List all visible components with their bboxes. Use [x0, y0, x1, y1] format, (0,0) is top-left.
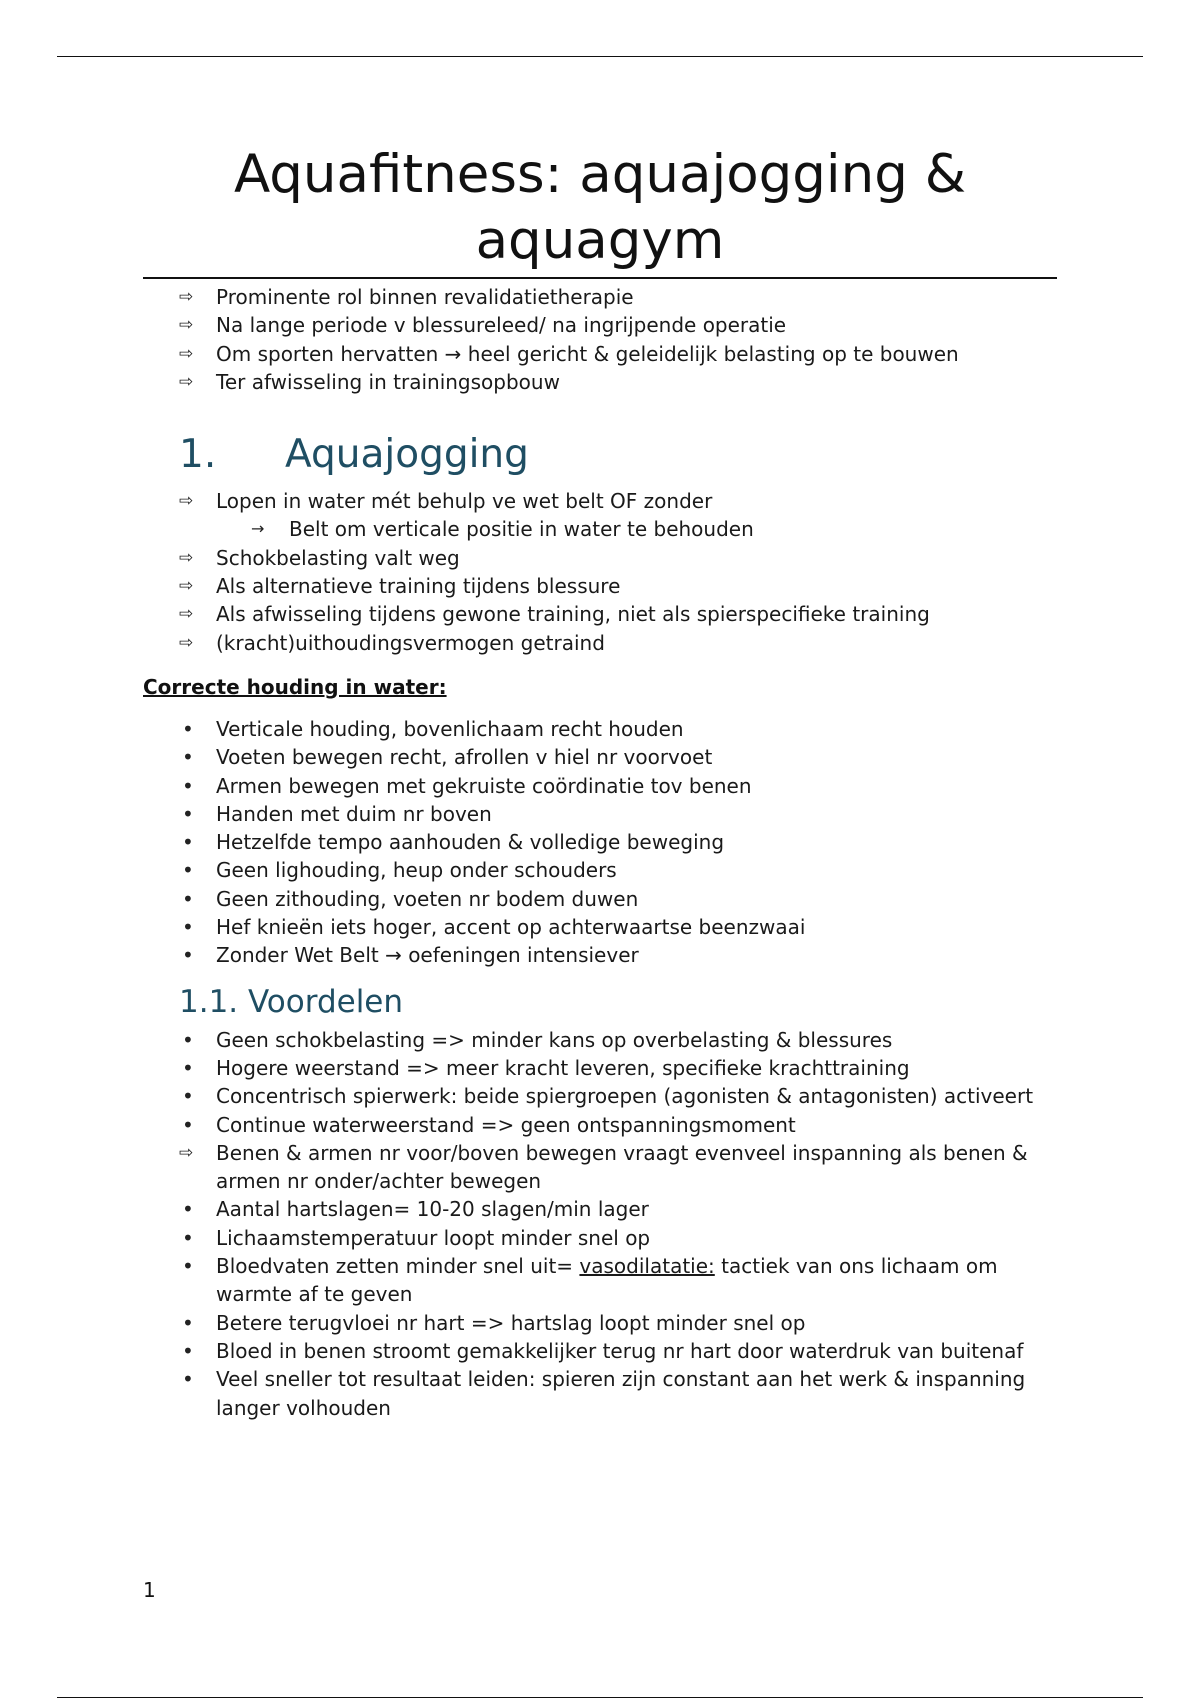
- dot-bullet-icon: •: [182, 1338, 194, 1363]
- list-item: ⇨ Om sporten hervatten → heel gericht & geleidelijk belasting op te bouwen: [143, 340, 1063, 368]
- dot-bullet-icon: •: [182, 1367, 194, 1392]
- arrow-bullet-icon: ⇨: [179, 632, 194, 653]
- dot-bullet-icon: •: [182, 1027, 194, 1052]
- section-heading-voordelen: 1.1. Voordelen: [179, 983, 404, 1020]
- section-heading-aquajogging: [143, 431, 1063, 487]
- title-line-2: aquagym: [475, 210, 725, 271]
- list-item: • Verticale houding, bovenlichaam recht houden: [143, 715, 1063, 743]
- list-item: • Geen schokbelasting => minder kans op overbelasting & blessures: [143, 1026, 1063, 1054]
- list-item: ⇨ Prominente rol binnen revalidatietherapie: [143, 283, 1063, 311]
- dot-bullet-icon: •: [182, 716, 194, 741]
- arrow-bullet-icon: ⇨: [179, 576, 194, 597]
- list-item: ⇨ Na lange periode v blessureleed/ na ingrijpende operatie: [143, 311, 1063, 339]
- aquajogging-list: [143, 487, 1063, 657]
- list-item: • Betere terugvloei nr hart => hartslag loopt minder snel op: [143, 1309, 1063, 1337]
- arrow-bullet-icon: ⇨: [179, 287, 194, 307]
- dot-bullet-icon: •: [182, 1055, 194, 1080]
- dot-bullet-icon: •: [182, 1084, 194, 1109]
- dot-bullet-icon: •: [182, 886, 194, 911]
- dot-bullet-icon: •: [182, 801, 194, 826]
- list-item: • Aantal hartslagen= 10-20 slagen/min lager: [143, 1195, 1063, 1223]
- intro-list: [143, 283, 1063, 396]
- list-item: • Veel sneller tot resultaat leiden: spieren zijn constant aan het werk & inspanning langer volhouden: [182, 1367, 1026, 1420]
- list-item: ⇨ Schokbelasting valt weg: [143, 544, 1063, 572]
- list-item: • Geen zithouding, voeten nr bodem duwen: [143, 885, 1063, 913]
- list-item: • Bloedvaten zetten minder snel uit= vasodilatatie: tactiek van ons lichaam om warmte af te geven: [182, 1254, 998, 1307]
- list-item: • Armen bewegen met gekruiste coördinatie tov benen: [143, 772, 1063, 800]
- arrow-bullet-icon: ⇨: [179, 371, 194, 392]
- dot-bullet-icon: •: [182, 858, 194, 883]
- page-number: 1: [143, 1578, 156, 1602]
- posture-heading: Correcte houding in water:: [143, 674, 447, 699]
- title-line-1: Aquafitness: aquajogging &: [233, 144, 967, 205]
- list-item: ⇨ Benen & armen nr voor/boven bewegen vraagt evenveel inspanning als benen & armen nr onder/achter bewegen: [179, 1140, 1028, 1194]
- small-arrow-icon: →: [251, 519, 265, 539]
- posture-list: [143, 715, 1063, 970]
- document-body: [143, 283, 1063, 1422]
- arrow-bullet-icon: ⇨: [179, 491, 194, 512]
- list-item: • Hef knieën iets hoger, accent op achterwaartse beenzwaai: [143, 913, 1063, 941]
- list-item: • Bloed in benen stroomt gemakkelijker terug nr hart door waterdruk van buitenaf: [143, 1337, 1063, 1365]
- arrow-bullet-icon: ⇨: [179, 343, 194, 364]
- list-item: • Lichaamstemperatuur loopt minder snel op: [143, 1224, 1063, 1252]
- list-subitem: → Belt om verticale positie in water te behouden: [143, 515, 1063, 543]
- list-item: • Hetzelfde tempo aanhouden & volledige beweging: [143, 828, 1063, 856]
- vasodilatatie-term: vasodilatatie:: [579, 1254, 715, 1279]
- section-title: Aquajogging: [285, 432, 529, 478]
- dot-bullet-icon: •: [182, 1310, 194, 1335]
- list-item: • Concentrisch spierwerk: beide spiergroepen (agonisten & antagonisten) activeert: [143, 1082, 1063, 1110]
- arrow-bullet-icon: ⇨: [179, 1142, 194, 1163]
- title-underline: [143, 277, 1057, 279]
- dot-bullet-icon: •: [182, 1197, 194, 1222]
- list-item: ⇨ Lopen in water mét behulp ve wet belt OF zonder: [143, 487, 1063, 515]
- page-bottom-rule: [57, 1697, 1143, 1698]
- arrow-bullet-icon: ⇨: [179, 604, 194, 625]
- voordelen-list: [143, 1026, 1063, 1422]
- list-item: • Hogere weerstand => meer kracht leveren, specifieke krachttraining: [143, 1054, 1063, 1082]
- list-item: ⇨ (kracht)uithoudingsvermogen getraind: [143, 629, 1063, 657]
- page-top-rule: [57, 56, 1143, 57]
- list-item: ⇨ Ter afwisseling in trainingsopbouw: [143, 368, 1063, 396]
- list-item: • Voeten bewegen recht, afrollen v hiel nr voorvoet: [143, 743, 1063, 771]
- dot-bullet-icon: •: [182, 773, 194, 798]
- dot-bullet-icon: •: [182, 830, 194, 855]
- document-title: [143, 142, 1057, 274]
- dot-bullet-icon: •: [182, 943, 194, 968]
- list-item: • Handen met duim nr boven: [143, 800, 1063, 828]
- list-item: • Continue waterweerstand => geen ontspanningsmoment: [143, 1111, 1063, 1139]
- dot-bullet-icon: •: [182, 915, 194, 940]
- dot-bullet-icon: •: [182, 1112, 194, 1137]
- list-item: ⇨ Als afwisseling tijdens gewone training, niet als spierspecifieke training: [143, 600, 1063, 628]
- dot-bullet-icon: •: [182, 1225, 194, 1250]
- arrow-bullet-icon: ⇨: [179, 315, 194, 336]
- dot-bullet-icon: •: [182, 745, 194, 770]
- list-item: • Zonder Wet Belt → oefeningen intensiever: [143, 941, 1063, 969]
- dot-bullet-icon: •: [182, 1254, 194, 1279]
- list-item: ⇨ Als alternatieve training tijdens blessure: [143, 572, 1063, 600]
- list-item: • Geen lighouding, heup onder schouders: [143, 856, 1063, 884]
- section-number: 1.: [179, 432, 217, 478]
- arrow-bullet-icon: ⇨: [179, 547, 194, 568]
